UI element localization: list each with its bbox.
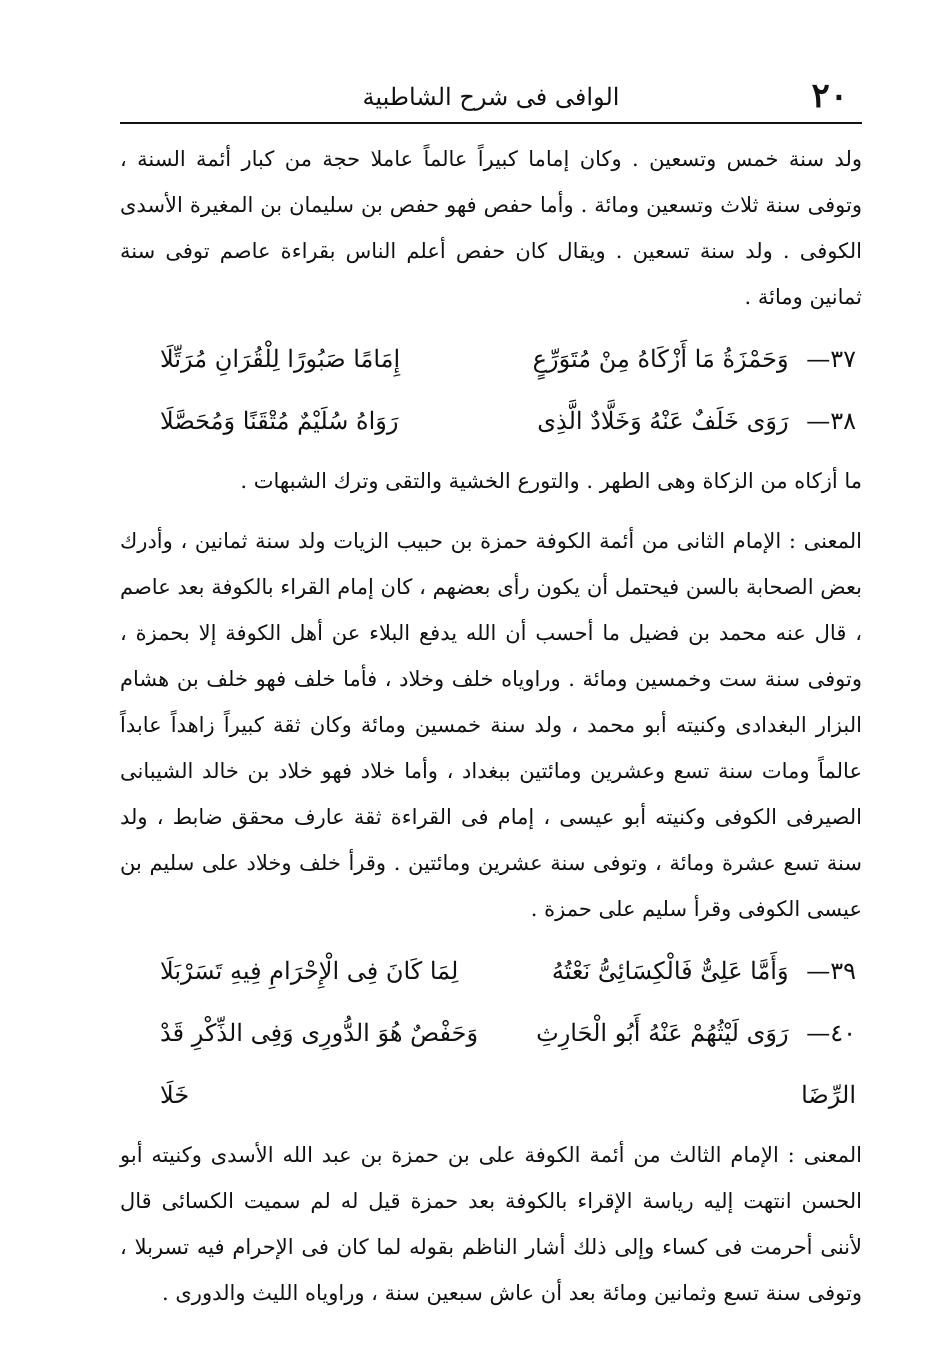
verses-39-40 <box>120 940 862 1126</box>
verse-number: ٣٨— <box>806 407 856 435</box>
verse-first-hemistich: وَحَمْزَةُ مَا أَزْكَاهُ مِنْ مُتَوَرِّعٍ <box>532 345 789 373</box>
text-line: ولد سنة خمس وتسعين . وكان إماما كبيراً عالماً عاملا حجة من كبار أئمة السنة ، <box>120 147 862 171</box>
verse-37 <box>120 328 862 390</box>
text-line: خلاد فهو خلاد بن خالد الشيبانى الصيرفى الكوفى وكنيته أبو عيسى ، إمام فى القراءة <box>120 759 863 829</box>
text-line: المعنى : الإمام الثالث من أئمة الكوفة على بن حمزة بن عبد الله الأسدى وكنيته <box>151 1143 862 1167</box>
verse-second-hemistich: وَحَفْصٌ هُوَ الدُّورِى وَفِى الذِّكْرِ قَدْ خَلَا <box>160 1019 479 1109</box>
verse-second-hemistich: لِمَا كَانَ فِى الْإِحْرَامِ فِيهِ تَسَرْبَلَا <box>160 957 459 985</box>
book-page <box>120 70 863 1305</box>
text-line: وكان ثقة كبيراً زاهداً عابداً عالماً ومات سنة تسع وعشرين ومائتين ببغداد ، وأما <box>120 713 862 783</box>
verse-first-hemistich: رَوَى لَيْثُهُمْ عَنْهُ أَبُو الْحَارِثِ الرِّضَا <box>536 1019 856 1109</box>
text-line: خلف فهو خلف بن هشام البزار البغدادى وكنيته أبو محمد ، ولد سنة خمسين ومائة <box>120 667 862 737</box>
verse-second-hemistich: رَوَاهُ سُلَيْمٌ مُتْقَنًا وَمُحَصَّلَا <box>160 407 399 435</box>
verse-second-hemistich: إِمَامًا صَبُورًا لِلْقُرَانِ مُرَتِّلَا <box>160 345 401 373</box>
text-line: وأدرك بعض الصحابة بالسن فيحتمل أن يكون رأى بعضهم ، كان إمام القراء <box>120 529 862 599</box>
verse-first-hemistich: وَأَمَّا عَلِىٌّ فَالْكِسَائِىُّ نَعْتُهُ <box>551 957 789 985</box>
text-line: وتوفى سنة تسع وثمانين ومائة بعد أن عاش سبعين سنة ، وراوياه الليث والدورى . <box>162 1281 862 1305</box>
text-line: وتوفى سنة ثلاث وتسعين ومائة . وأما حفص فهو حفص بن سليمان بن المغيرة <box>189 193 862 217</box>
text-line: بالكوفة بعد عاصم ، قال عنه محمد بن فضيل ما أحسب أن الله يدفع البلاء عن أهل <box>120 575 862 645</box>
text-line: الكوفة إلا بحمزة ، وتوفى سنة ست وخمسين ومائة . وراوياه خلف وخلاد ، فأما <box>120 621 862 691</box>
verse-number: ٣٩— <box>806 957 856 985</box>
paragraph-kisai-commentary <box>120 1132 862 1316</box>
text-line: أبو الحسن انتهت إليه رياسة الإقراء بالكوفة بعد حمزة قيل له لم سميت الكسائى قال <box>120 1143 862 1213</box>
text-line: توفى سنة ثمانين ومائة . <box>120 239 862 309</box>
text-line: وقرأ خلف وخلاد على سليم بن عيسى الكوفى وقرأ سليم على حمزة . <box>120 851 862 921</box>
text-line: لأننى أحرمت فى كساء وإلى ذلك أشار الناظم بقوله لما كان فى الإحرام فيه تسربلا ، <box>120 1235 862 1259</box>
body-text <box>120 136 862 1316</box>
text-line: الأسدى الكوفى . ولد سنة تسعين . ويقال كان حفص أعلم الناس بقراءة عاصم <box>120 193 862 263</box>
running-title: الوافى فى شرح الشاطبية <box>362 83 620 111</box>
page-number: ٢٠ <box>811 76 848 116</box>
paragraph-hamza-commentary <box>120 518 862 932</box>
text-line: ثقة عارف محقق ضابط ، ولد سنة تسع عشرة ومائة ، وتوفى سنة عشرين ومائتين . <box>120 805 862 875</box>
verses-37-38 <box>120 328 862 452</box>
gloss-line: ما أزكاه من الزكاة وهى الطهر . والتورع الخشية والتقى وترك الشبهات . <box>240 469 862 493</box>
verse-first-hemistich: رَوَى خَلَفٌ عَنْهُ وَخَلَّادٌ الَّذِى <box>537 407 789 435</box>
verse-39 <box>120 940 862 1002</box>
verse-number: ٤٠— <box>806 1019 856 1047</box>
verse-38 <box>120 390 862 452</box>
verse-40 <box>120 1002 862 1126</box>
page-header <box>120 70 862 124</box>
paragraph-hafs-biography <box>120 136 862 320</box>
text-line: المعنى : الإمام الثانى من أئمة الكوفة حمزة بن حبيب الزيات ولد سنة ثمانين ، <box>180 529 862 553</box>
verse-number: ٣٧— <box>806 345 856 373</box>
